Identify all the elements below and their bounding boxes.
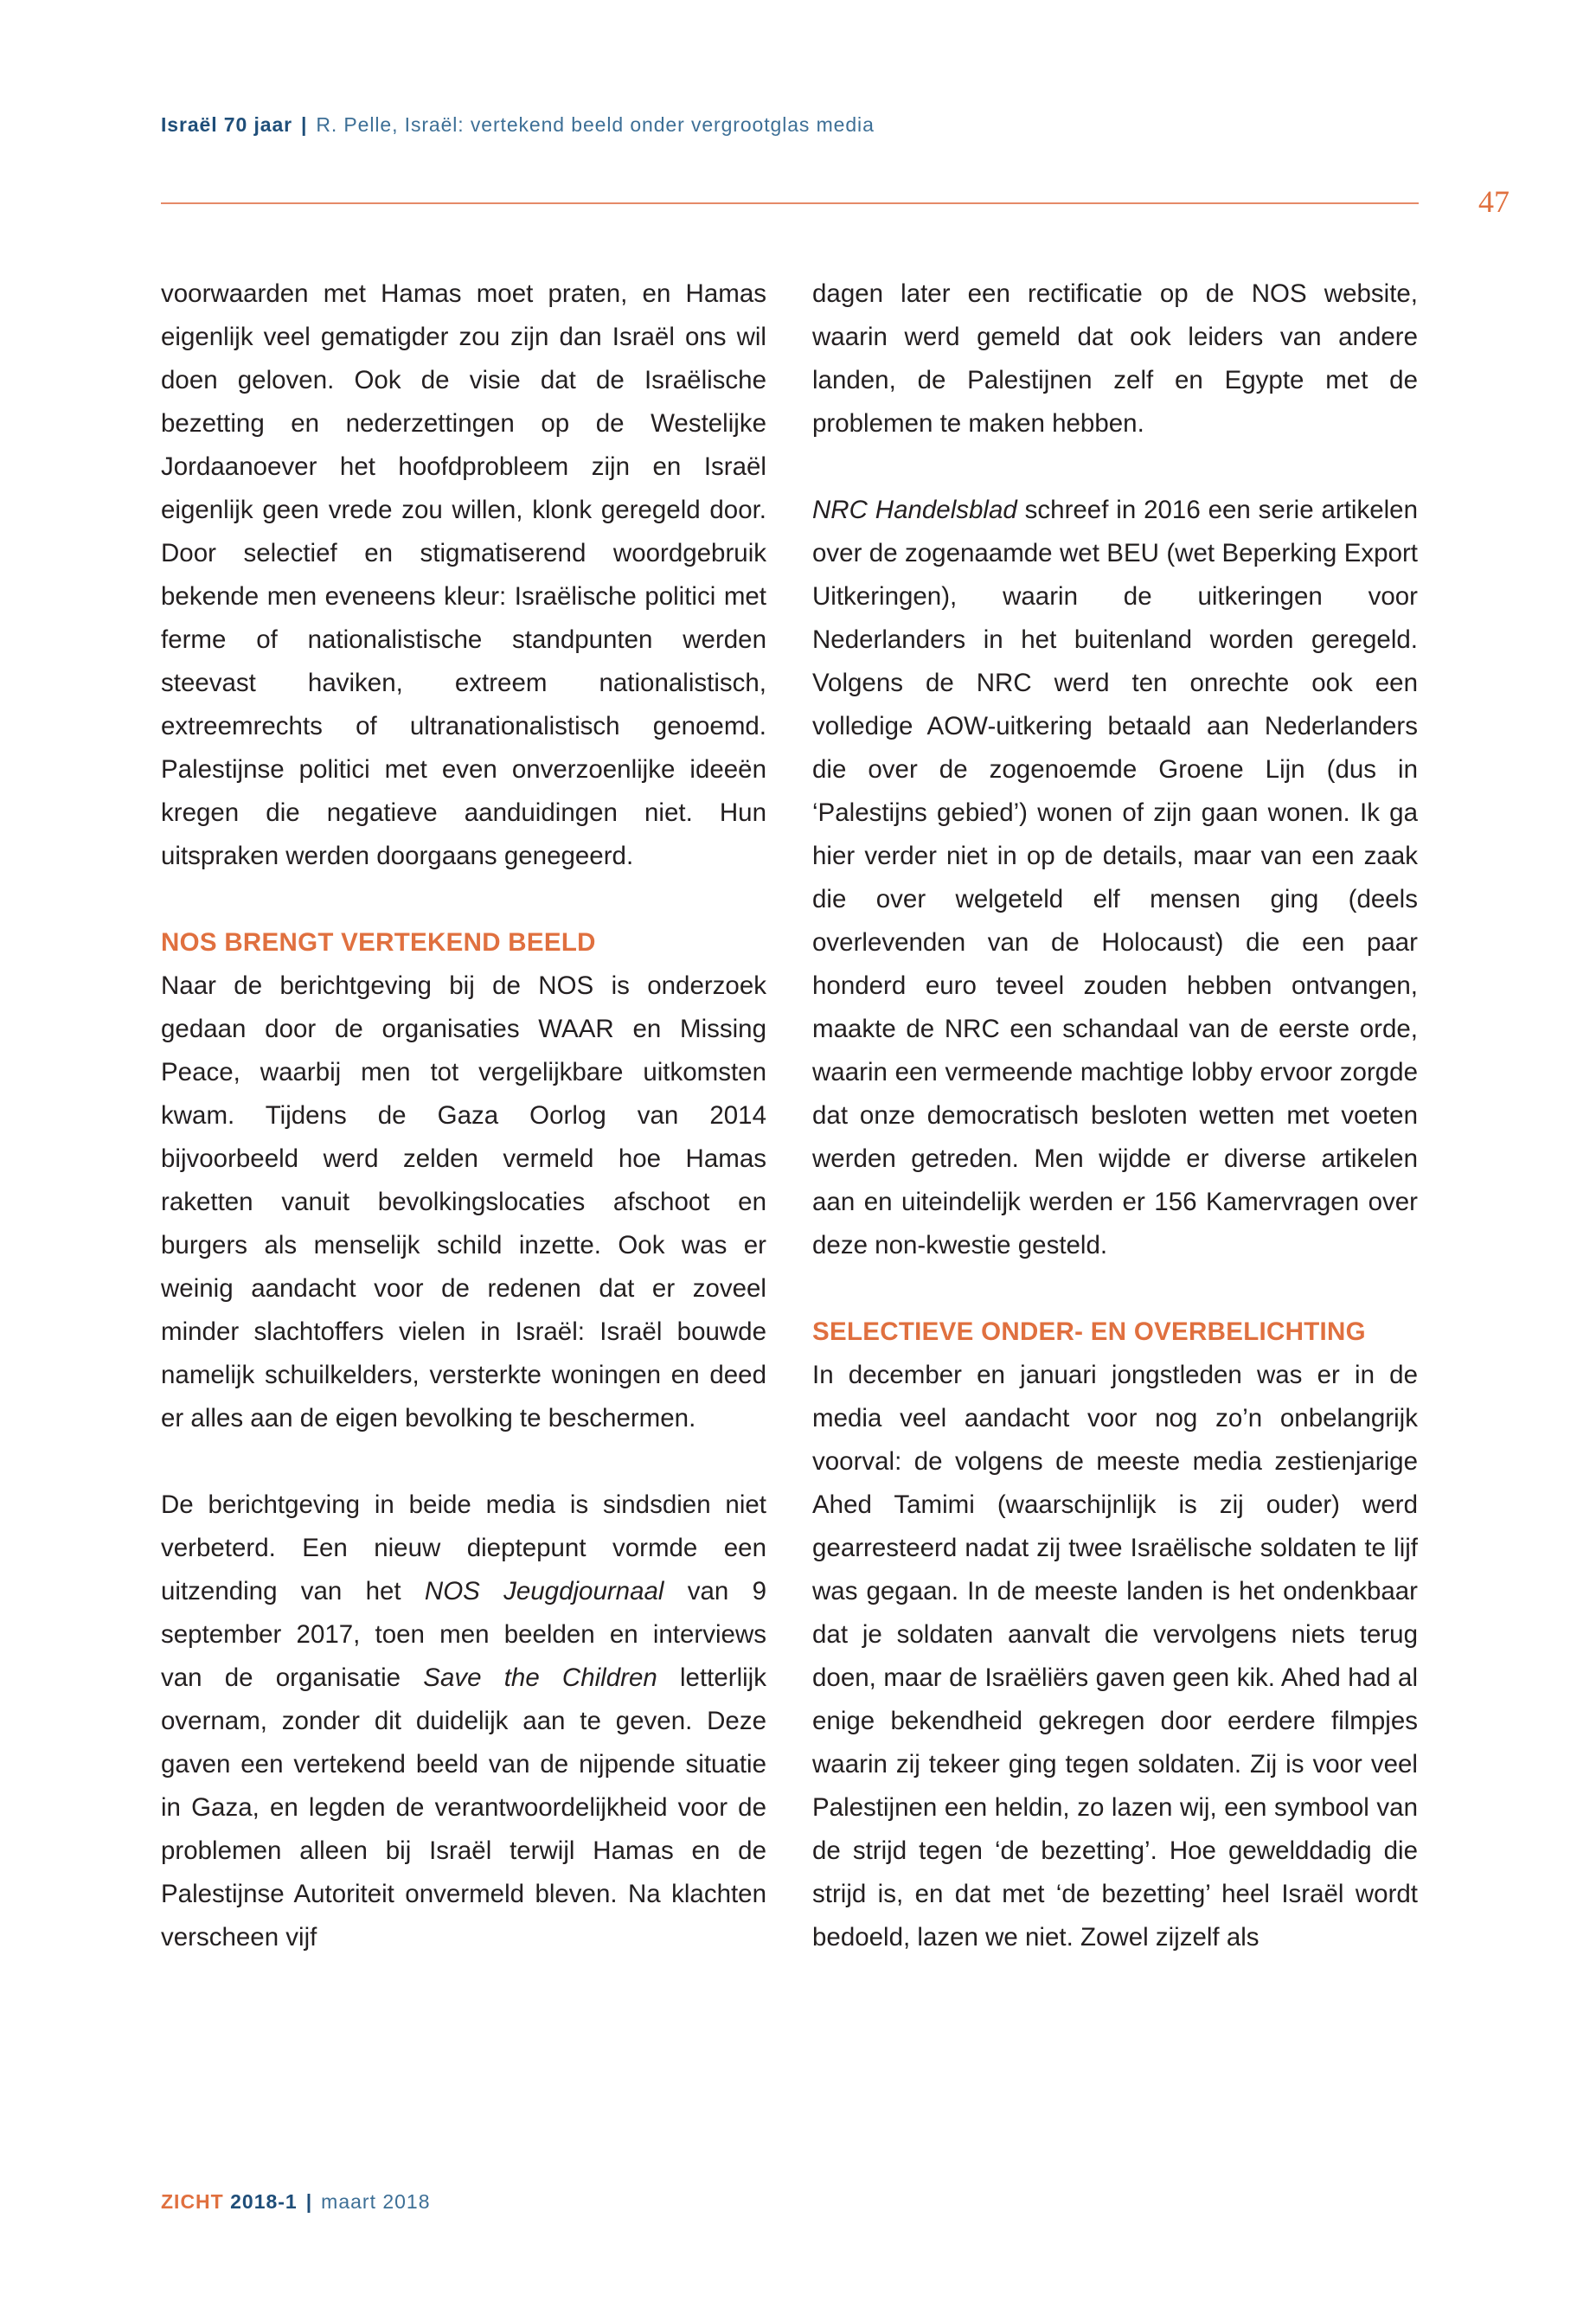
paragraph: dagen later een rectificatie op de NOS website, waarin werd gemeld dat ook leiders van andere landen, de Palestijnen zelf en Egypte met de problemen te maken hebben. <box>812 279 1418 438</box>
paragraph <box>161 1484 766 1959</box>
newspaper-title: NRC Handelsblad <box>812 496 1017 524</box>
paragraph: voorwaarden met Hamas moet praten, en Hamas eigenlijk veel gematigder zou zijn dan Israël ons wil doen geloven. Ook de visie dat de Israëlische bezetting en nederzettingen op de Westelijke Jordaanoever het hoofdprobleem zijn en Israël eigenlijk geen vrede zou willen, klonk geregeld door. Door selectief en stigmatiserend woordgebruik bekende men eveneens kleur: Israëlische politici met ferme of nationalistische standpunten werden steevast haviken, extreem nationalistisch, extreemrechts of ultranationalistisch genoemd. Palestijnse politici met even onverzoenlijke ideeën kregen die negatieve aanduidingen niet. Hun uitspraken werden doorgaans genegeerd. <box>161 279 766 870</box>
paragraph: Naar de berichtgeving bij de NOS is onderzoek gedaan door de organisaties WAAR en Missing Peace, waarbij men tot vergelijkbare uitkomsten kwam. Tijdens de Gaza Oorlog van 2014 bijvoorbeeld werd zelden vermeld hoe Hamas raketten vanuit bevolkingslocaties afschoot en burgers als menselijk schild inzette. Ook was er weinig aandacht voor de redenen dat er zoveel minder slachtoffers vielen in Israël: Israël bouwde namelijk schuilkelders, versterkte woningen en deed er alles aan de eigen bevolking te beschermen. <box>161 971 766 1433</box>
organisation-name: Save the Children <box>423 1663 657 1692</box>
section-heading: SELECTIEVE ONDER- EN OVERBELICHTING <box>812 1317 1366 1346</box>
text-run: letterlijk overnam, zonder dit duidelijk aan te geven. Deze gaven een vertekend beeld van de nijpende situatie in Gaza, en legden de verantwoordelijkheid voor de problemen alleen bij Israël terwijl Hamas en de Palestijnse Autoriteit onvermeld bleven. Na klachten verscheen vijf <box>161 1663 766 1952</box>
footer-separator: | <box>305 2190 313 2213</box>
header-rule <box>161 202 1419 204</box>
right-column <box>812 272 1418 1959</box>
section-heading: NOS BRENGT VERTEKEND BEELD <box>161 928 596 957</box>
issue-number: 2018-1 <box>230 2190 298 2213</box>
text-run: De berichtgeving in beide media is sindsdien niet verbeterd. Een nieuw dieptepunt vormde een uitzending van het <box>161 1490 766 1606</box>
text-run: schreef in 2016 een serie artikelen over de zogenaamde wet BEU (wet Beperking Export Uitkeringen), waarin de uitkeringen voor Nederlanders in het buitenland worden geregeld. Volgens de NRC werd ten onrechte ook een volledige AOW-uitkering betaald aan Nederlanders die over de zogenoemde Groene Lijn (dus in ‘Palestijns gebied’) wonen of zijn gaan wonen. Ik ga hier verder niet in op de details, maar van een zaak die over welgeteld elf mensen ging (deels overlevenden van de Holocaust) die een paar honderd euro teveel zouden hebben ontvangen, maakte de NRC een schandaal van de eerste orde, waarin een vermeende machtige lobby ervoor zorgde dat onze democratisch besloten wetten met voeten werden getreden. Men wijdde er diverse artikelen aan en uiteindelijk werden er 156 Kamervragen over deze non-kwestie gesteld. <box>812 496 1418 1259</box>
header-separator: | <box>301 113 308 136</box>
program-title: NOS Jeugdjournaal <box>424 1577 664 1606</box>
article-title: R. Pelle, Israël: vertekend beeld onder vergrootglas media <box>316 113 875 136</box>
magazine-name: ZICHT <box>161 2190 224 2213</box>
paragraph: In december en januari jongstleden was er in de media veel aandacht voor nog zo’n onbelangrijk voorval: de volgens de meeste media zestienjarige Ahed Tamimi (waarschijnlijk is zij ouder) werd gearresteerd nadat zij twee Israëlische soldaten te lijf was gegaan. In de meeste landen is het ondenkbaar dat je soldaten aanvalt die vervolgens niets terug doen, maar de Israëliërs gaven geen kik. Ahed had al enige bekendheid gekregen door eerdere filmpjes waarin zij tekeer ging tegen soldaten. Zij is voor veel Palestijnen een heldin, zo lazen wij, een symbool van de strijd tegen ‘de bezetting’. Hoe gewelddadig die strijd is, en dat met ‘de bezetting’ heel Israël wordt bedoeld, lazen we niet. Zowel zijzelf als <box>812 1361 1418 1952</box>
paragraph <box>812 489 1418 1267</box>
paragraph-spacer <box>161 878 766 921</box>
text-run: van 9 september 2017, toen men beelden en interviews van de organisatie <box>161 1577 766 1692</box>
issue-date: maart 2018 <box>321 2190 431 2213</box>
left-column <box>161 272 766 1959</box>
page-number: 47 <box>1478 184 1509 219</box>
journal-series: Israël 70 jaar <box>161 113 292 136</box>
running-header <box>161 113 875 137</box>
footer <box>161 2190 431 2214</box>
